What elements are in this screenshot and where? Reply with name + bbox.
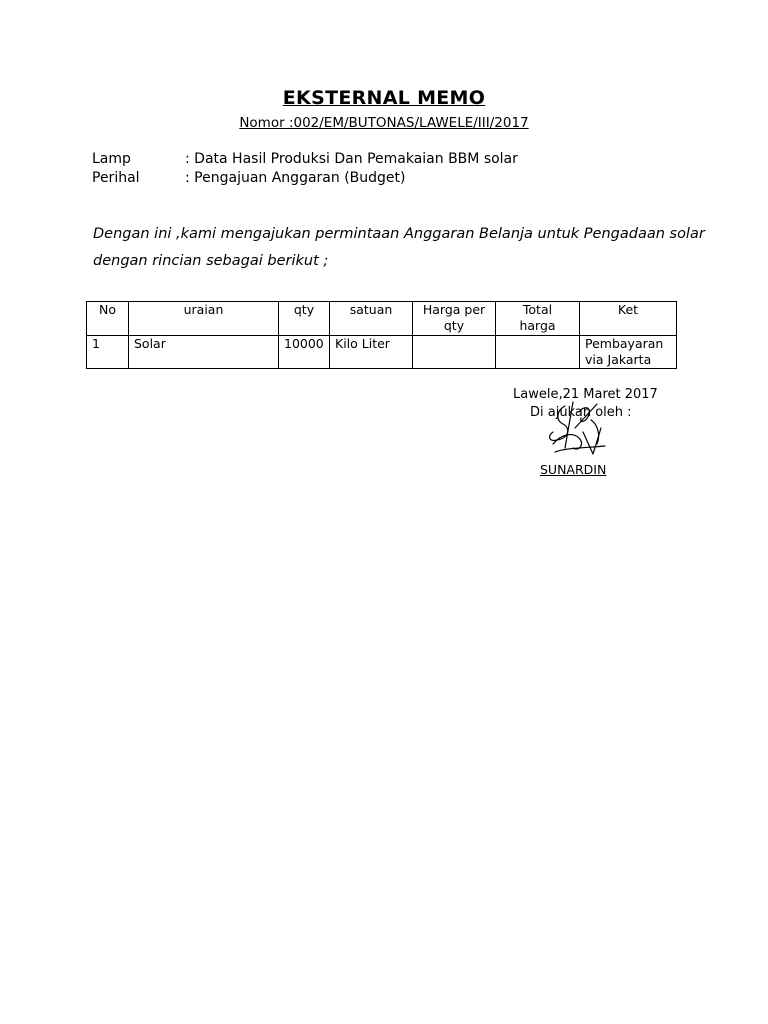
intro-line-2: dengan rincian sebagai berikut ; — [93, 253, 329, 269]
memo-title: EKSTERNAL MEMO — [282, 87, 486, 109]
header-satuan: satuan — [330, 302, 413, 336]
submitted-by: Di ajukan oleh : — [530, 405, 632, 420]
header-ket: Ket — [580, 302, 677, 336]
cell-uraian: Solar — [129, 336, 279, 369]
place-date: Lawele,21 Maret 2017 — [513, 387, 658, 402]
lamp-label: Lamp — [92, 151, 131, 167]
memo-number: Nomor :002/EM/BUTONAS/LAWELE/III/2017 — [239, 115, 529, 131]
signer-name: SUNARDIN — [540, 462, 607, 477]
cell-ket — [580, 336, 677, 369]
lamp-value: : Data Hasil Produksi Dan Pemakaian BBM solar — [185, 151, 518, 167]
cell-ket-line-2: via Jakarta — [585, 352, 652, 367]
intro-line-1: Dengan ini ,kami mengajukan permintaan Anggaran Belanja untuk Pengadaan solar — [93, 226, 705, 242]
budget-table — [86, 301, 677, 369]
header-total-harga — [496, 302, 580, 336]
cell-satuan: Kilo Liter — [330, 336, 413, 369]
perihal-value: : Pengajuan Anggaran (Budget) — [185, 170, 406, 186]
header-harga-line-1: Harga per — [422, 302, 486, 317]
cell-ket-line-1: Pembayaran — [585, 336, 664, 351]
cell-no: 1 — [87, 336, 129, 369]
table-header-row — [87, 302, 677, 336]
header-harga-line-2: qty — [443, 318, 465, 333]
perihal-row — [92, 170, 405, 186]
table-row — [87, 336, 677, 369]
header-qty: qty — [279, 302, 330, 336]
header-uraian: uraian — [129, 302, 279, 336]
cell-total — [496, 336, 580, 369]
cell-harga — [413, 336, 496, 369]
handwritten-signature — [535, 398, 615, 468]
perihal-label: Perihal — [92, 170, 140, 186]
header-total-line-1: Total — [522, 302, 553, 317]
header-harga-per-qty — [413, 302, 496, 336]
lamp-row — [92, 151, 518, 167]
cell-qty: 10000 — [279, 336, 330, 369]
header-total-line-2: harga — [519, 318, 556, 333]
header-no: No — [87, 302, 129, 336]
